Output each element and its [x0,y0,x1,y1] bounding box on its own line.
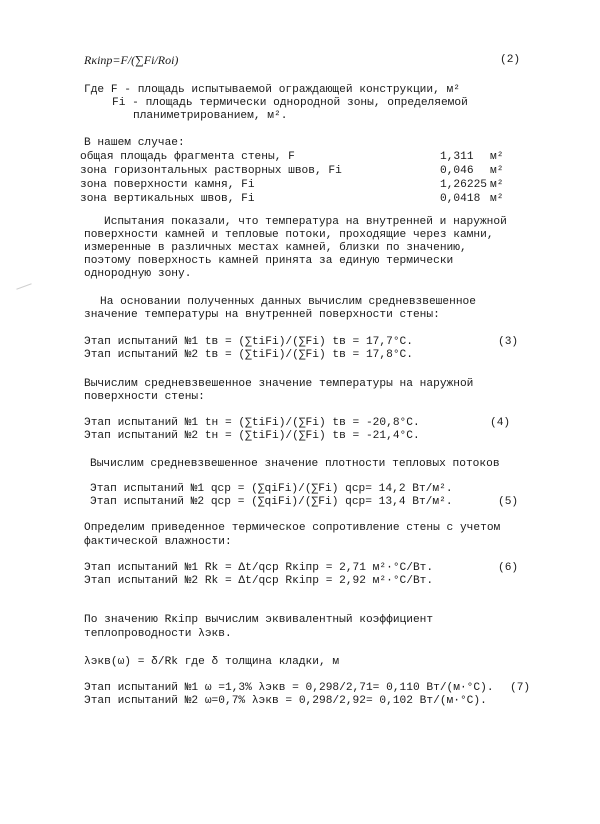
case-title: В нашем случае: [84,137,185,149]
para6-line-2: теплопроводности λэкв. [84,628,232,640]
where-line-3: планиметрированием, м². [133,110,288,122]
eq6-number: (6) [498,562,519,574]
where-line-1: Где F - площадь испытываемой ограждающей конструкции, м² [84,84,460,96]
para1-line-1: Испытания показали, что температура на внутренней и наружной [104,216,507,228]
area-unit: м² [490,151,504,163]
area-value: 1,26225 [440,179,487,191]
eq3-line-1: Этап испытаний №1 tв = (∑tiFi)/(∑Fi) tв = 17,7°C. [84,336,413,348]
area-value: 1,311 [440,151,474,163]
area-unit: м² [490,165,504,177]
eq3-line-2: Этап испытаний №2 tв = (∑tiFi)/(∑Fi) tв = 17,8°C. [84,349,413,361]
eq5-line-2: Этап испытаний №2 qср = (∑qiFi)/(∑Fi) qср= 13,4 Вт/м². [90,496,453,508]
para3-line-1: Вычислим средневзвешенное значение температуры на наружной [84,378,474,390]
eq6-line-1: Этап испытаний №1 Rk = Δt/qср Rκiпр = 2,71 м²·°C/Вт. [84,562,434,574]
para2-line-2: значение температуры на внутренней поверхности стены: [84,309,440,321]
area-label: общая площадь фрагмента стены, F [80,151,295,163]
para1-line-3: измеренные в различных местах камней, близки по значению, [84,242,467,254]
eq4-line-2: Этап испытаний №2 tн = (∑tiFi)/(∑Fi) tв = -21,4°C. [84,430,420,442]
eq4-number: (4) [490,417,511,429]
eq5-line-1: Этап испытаний №1 qср = (∑qiFi)/(∑Fi) qср= 14,2 Вт/м². [90,483,453,495]
area-label: зона горизонтальных растворных швов, Fi [80,165,342,177]
formula-2: Rκiпр=F/(∑Fi/Rοi) [84,53,179,67]
para6-line-1: По значению Rκiпр вычислим эквивалентный коэффициент [84,614,434,626]
para1-line-5: однородную зону. [84,268,192,280]
para4: Вычислим средневзвешенное значение плотности тепловых потоков [90,458,500,470]
para5-line-1: Определим приведенное термическое сопротивление стены с учетом [84,522,501,534]
para2-line-1: На основании полученных данных вычислим средневзвешенное [100,296,476,308]
eq7-number: (7) [510,682,531,694]
area-label: зона поверхности камня, Fi [80,179,255,191]
eq6-line-2: Этап испытаний №2 Rk = Δt/qср Rκiпр = 2,92 м²·°C/Вт. [84,575,434,587]
lambda-definition: λэкв(ω) = δ/Rk где δ толщина кладки, м [84,656,340,668]
para1-line-4: поэтому поверхность камней принята за единую термически [84,255,454,267]
eq3-number: (3) [498,336,519,348]
area-label: зона вертикальных швов, Fi [80,193,255,205]
scan-artifact-arc [16,283,31,289]
para1-line-2: поверхности камней и тепловые потоки, проходящие через камни, [84,229,494,241]
para5-line-2: фактической влажности: [84,536,232,548]
eq7-line-1: Этап испытаний №1 ω =1,3% λэкв = 0,298/2,71= 0,110 Вт/(м·°C). [84,682,494,694]
area-value: 0,0418 [440,193,481,205]
para3-line-2: поверхности стены: [84,391,205,403]
eq4-line-1: Этап испытаний №1 tн = (∑tiFi)/(∑Fi) tв = -20,8°C. [84,417,420,429]
eq5-number: (5) [498,496,519,508]
area-unit: м² [490,193,504,205]
eq7-line-2: Этап испытаний №2 ω=0,7% λэкв = 0,298/2,92= 0,102 Вт/(м·°C). [84,695,487,707]
area-unit: м² [490,179,504,191]
where-line-2: Fi - площадь термически однородной зоны, определяемой [112,97,468,109]
formula-2-number: (2) [500,54,521,66]
area-value: 0,046 [440,165,474,177]
